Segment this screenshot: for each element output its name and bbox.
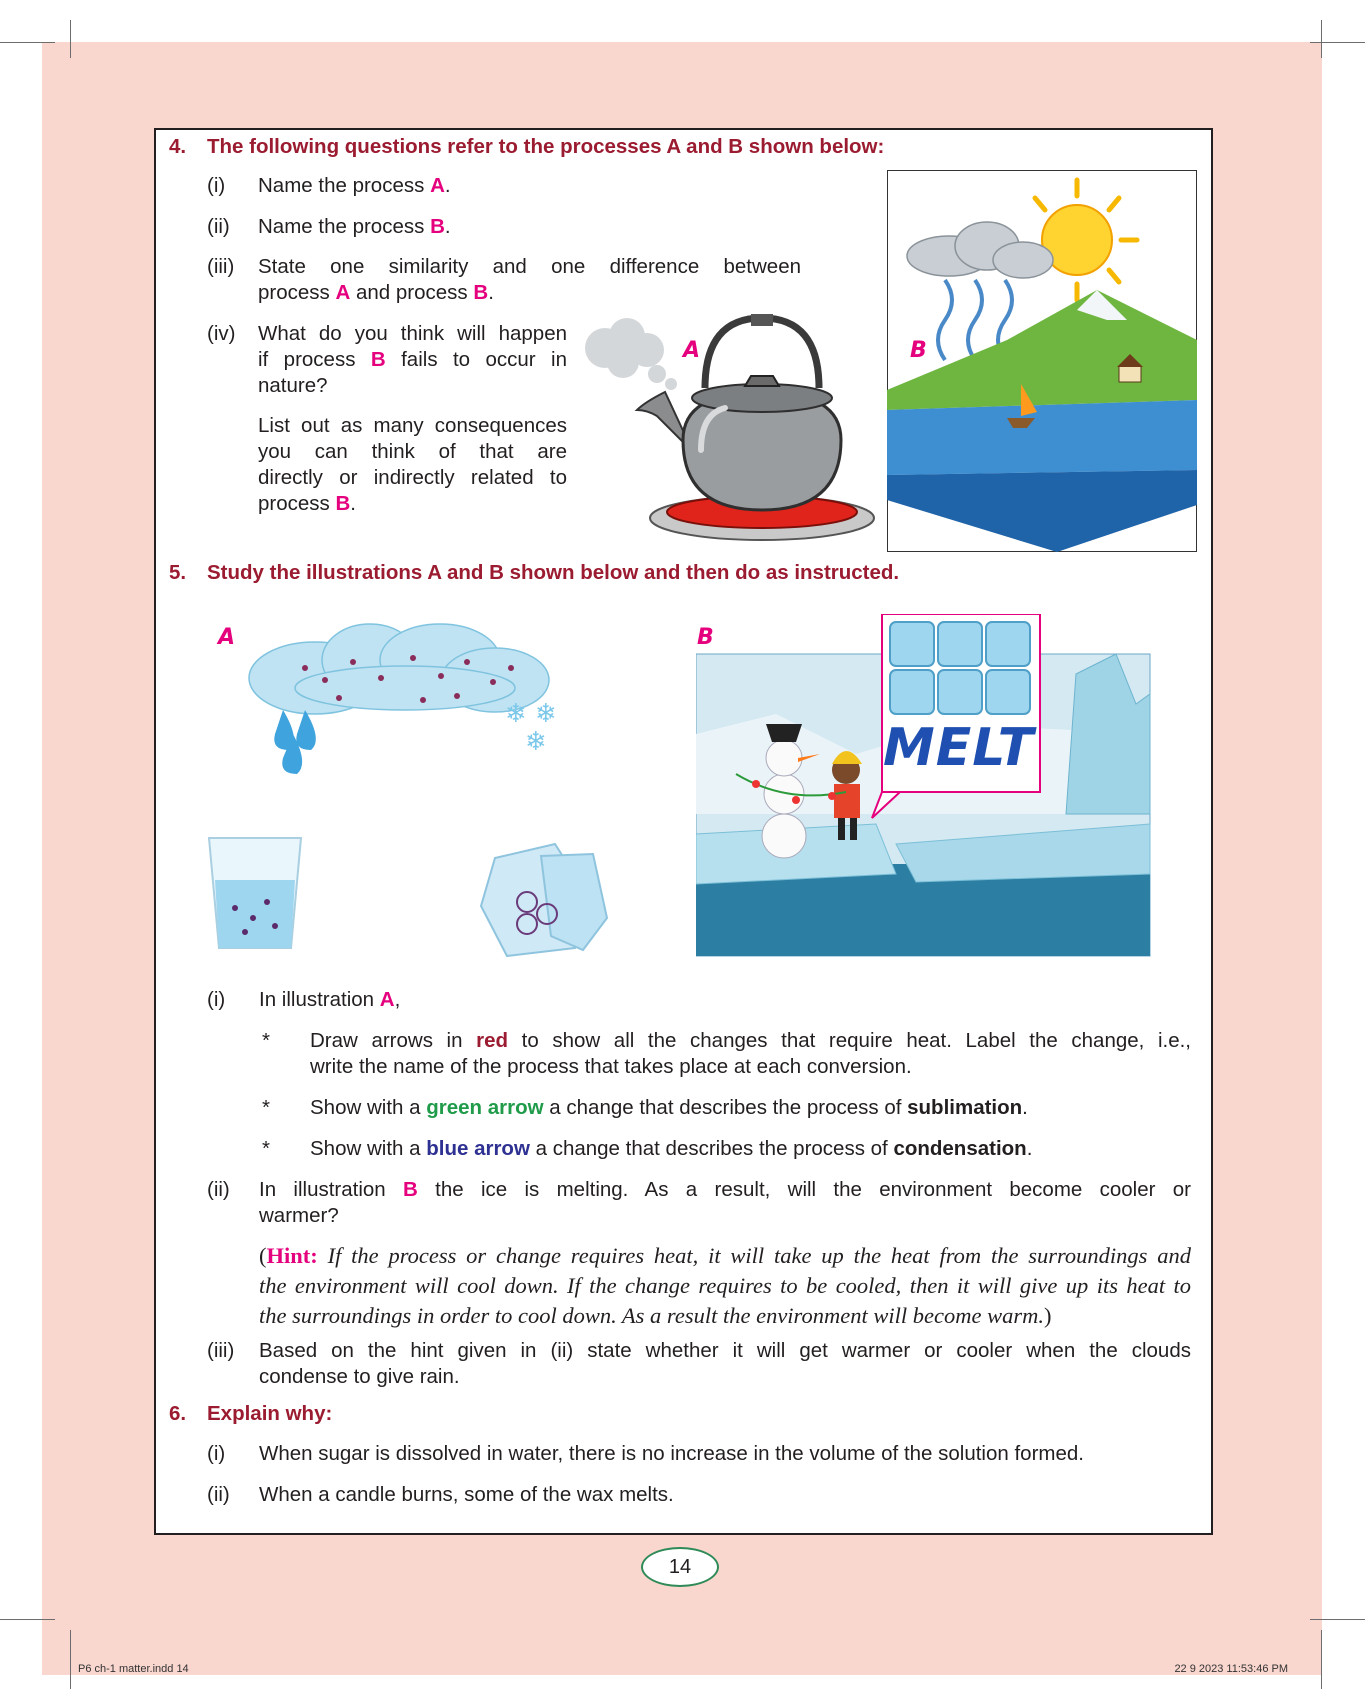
page-number: 14 xyxy=(641,1547,719,1587)
rain-cloud xyxy=(249,624,549,714)
q5-b2-text: Show with a green arrow a change that describes the process of sublimation. xyxy=(310,1096,1028,1119)
q4-ii-number: (ii) xyxy=(207,215,230,238)
q4-heading: The following questions refer to the processes A and B shown below: xyxy=(207,135,885,158)
svg-text:❄ ❄: ❄ ❄ xyxy=(505,699,557,729)
q5-b3-star: * xyxy=(262,1137,270,1160)
q4-label-b: B xyxy=(910,338,927,363)
melt-caption: MELT xyxy=(883,718,1035,778)
crop-mark xyxy=(0,1619,55,1620)
water-cycle-illustration xyxy=(887,170,1197,552)
crop-mark xyxy=(1310,42,1365,43)
q5-b1-line1: Draw arrows in red to show all the changes that require heat. Label the change, i.e., xyxy=(310,1029,1191,1052)
svg-text:❄: ❄ xyxy=(525,727,547,757)
q4-iv-p2-line1: List out as many consequences xyxy=(258,414,567,437)
q4-iv-number: (iv) xyxy=(207,322,236,345)
q5-ii-number: (ii) xyxy=(207,1178,230,1201)
states-of-water-illustration xyxy=(205,618,640,958)
q5-b2-star: * xyxy=(262,1096,270,1119)
crop-mark xyxy=(1310,1619,1365,1620)
q5-number: 5. xyxy=(169,561,187,584)
ice-cube xyxy=(481,844,607,956)
q4-number: 4. xyxy=(169,135,187,158)
q5-label-b: B xyxy=(697,625,714,650)
crop-mark xyxy=(70,20,71,58)
q4-iii-number: (iii) xyxy=(207,255,235,278)
kettle-illustration xyxy=(575,310,887,546)
q5-i-text: In illustration A, xyxy=(259,988,401,1011)
q4-i-text: Name the process A. xyxy=(258,174,451,197)
q4-label-a: A xyxy=(683,338,701,363)
slug-filename: P6 ch-1 matter.indd 14 xyxy=(78,1663,189,1675)
crop-mark xyxy=(0,42,55,43)
q4-iii-line2: process A and process B. xyxy=(258,281,494,304)
q6-i-text: When sugar is dissolved in water, there is no increase in the volume of the solution formed. xyxy=(259,1442,1084,1465)
q4-iv-line3: nature? xyxy=(258,374,328,397)
hint-line3: the surroundings in order to cool down. As a result the environment will become warm.) xyxy=(259,1303,1052,1328)
q6-ii-number: (ii) xyxy=(207,1483,230,1506)
q5-i-number: (i) xyxy=(207,988,226,1011)
slug-timestamp: 22 9 2023 11:53:46 PM xyxy=(1174,1663,1288,1675)
speech-bubble xyxy=(872,614,1040,818)
q4-iv-line1: What do you think will happen xyxy=(258,322,567,345)
melting-ice-illustration xyxy=(696,614,1152,958)
glass-of-water xyxy=(209,838,301,948)
water-drops xyxy=(274,710,316,774)
q4-iv-p2-line3: directly or indirectly related to xyxy=(258,466,567,489)
q5-b3-text: Show with a blue arrow a change that describes the process of condensation. xyxy=(310,1137,1033,1160)
crop-mark xyxy=(1321,20,1322,58)
q4-iv-line2: if process B fails to occur in xyxy=(258,348,568,371)
q6-i-number: (i) xyxy=(207,1442,226,1465)
hint-line1: (Hint: If the process or change requires heat, it will take up the heat from the surroundings and xyxy=(259,1243,1192,1268)
crop-mark xyxy=(70,1630,71,1689)
q6-ii-text: When a candle burns, some of the wax melts. xyxy=(259,1483,674,1506)
q5-ii-line2: warmer? xyxy=(259,1204,339,1227)
hint-line2: the environment will cool down. If the change requires to be cooled, then it will give up its heat to xyxy=(259,1273,1191,1298)
q4-iv-p2-line4: process B. xyxy=(258,492,356,515)
q6-heading: Explain why: xyxy=(207,1402,333,1425)
q5-iii-number: (iii) xyxy=(207,1339,235,1362)
crop-mark xyxy=(1321,1630,1322,1689)
q5-ii-line1: In illustration B the ice is melting. As a result, will the environment become cooler or xyxy=(259,1178,1191,1201)
q5-b1-star: * xyxy=(262,1029,270,1052)
q5-iii-line1: Based on the hint given in (ii) state whether it will get warmer or cooler when the clouds xyxy=(259,1339,1191,1362)
q5-b1-line2: write the name of the process that takes place at each conversion. xyxy=(310,1055,912,1078)
q5-iii-line2: condense to give rain. xyxy=(259,1365,460,1388)
q4-iii-line1: State one similarity and one difference between xyxy=(258,255,801,278)
q5-label-a: A xyxy=(218,625,236,650)
q4-i-number: (i) xyxy=(207,174,226,197)
q4-ii-text: Name the process B. xyxy=(258,215,451,238)
q6-number: 6. xyxy=(169,1402,187,1425)
q4-iv-p2-line2: you can think of that are xyxy=(258,440,567,463)
steam-cloud xyxy=(585,318,677,390)
q5-heading: Study the illustrations A and B shown below and then do as instructed. xyxy=(207,561,900,584)
